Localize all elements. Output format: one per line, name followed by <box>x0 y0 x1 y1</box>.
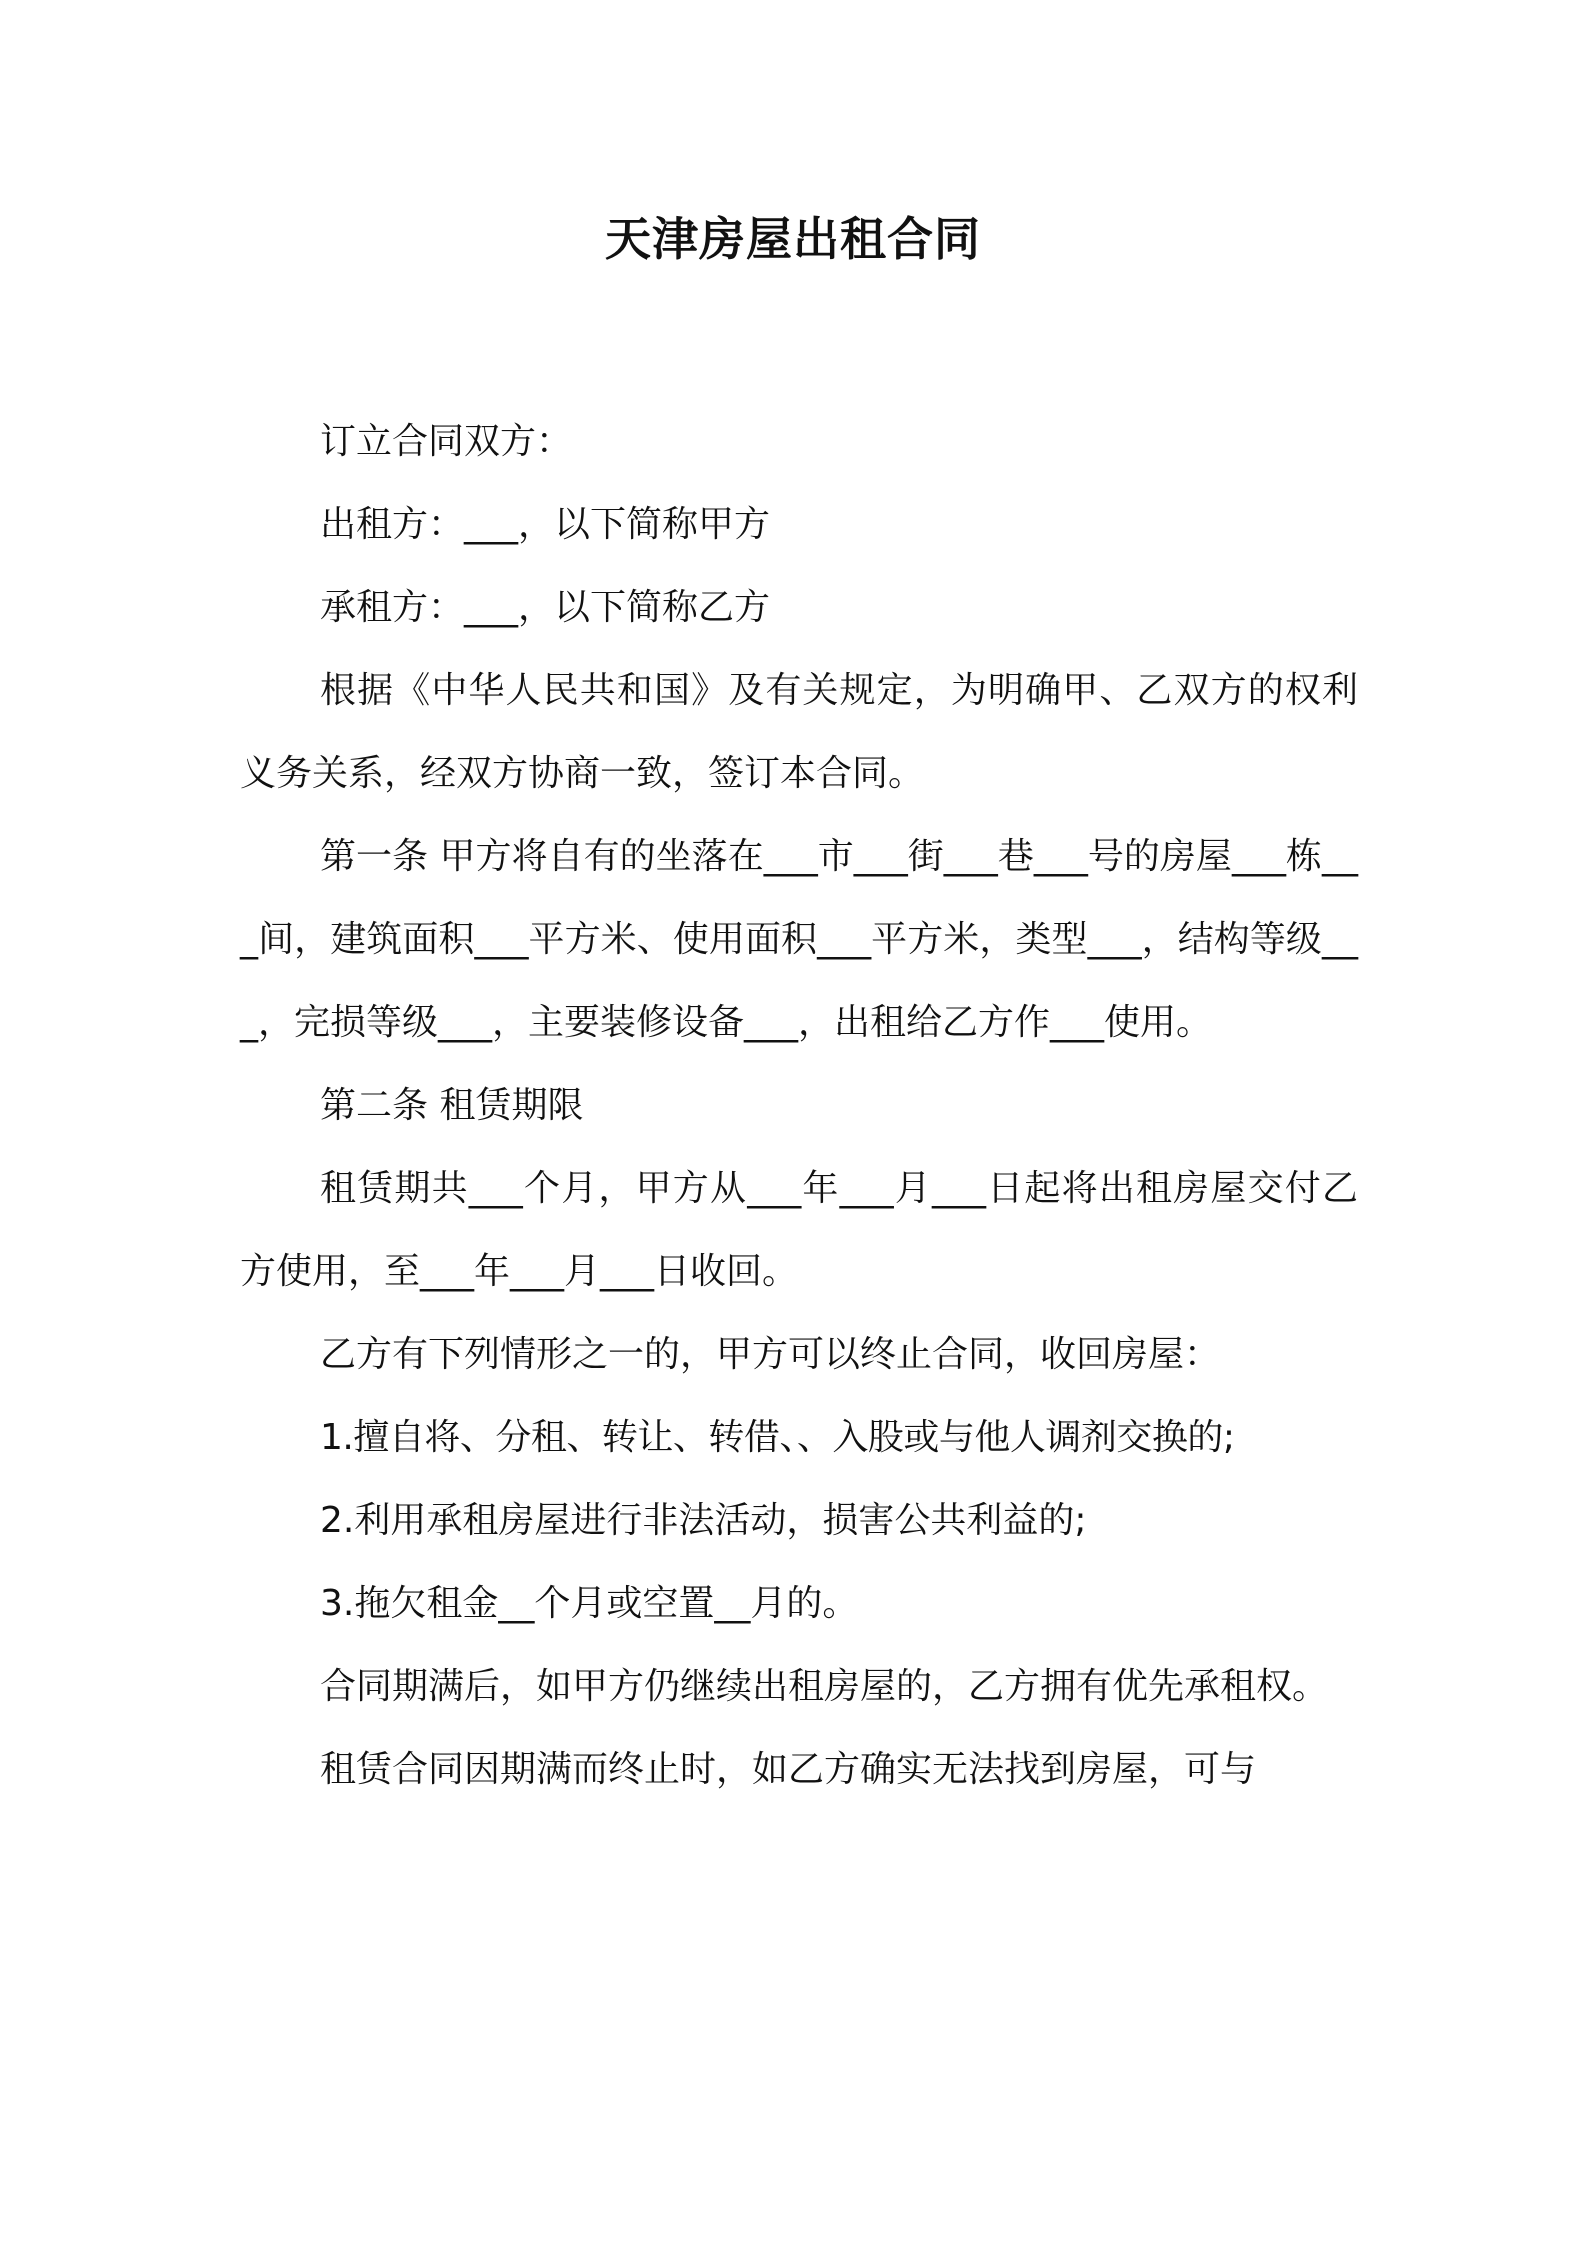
paragraph-article-1: 第一条 甲方将自有的坐落在___市___街___巷___号的房屋___栋___间，建筑面积___平方米、使用面积___平方米，类型___，结构等级___，完损等级___，主要装修设备___，出租给乙方作___使用。 <box>240 836 1358 1043</box>
paragraph-condition-1: 1.擅自将、分租、转让、转借、、入股或与他人调剂交换的; <box>320 1417 1235 1458</box>
paragraph-parties-heading: 订立合同双方： <box>320 421 573 462</box>
paragraph-preamble: 根据《中华人民共和国》及有关规定，为明确甲、乙双方的权利义务关系，经双方协商一致，签订本合同。 <box>240 670 1358 794</box>
paragraph-condition-2: 2.利用承租房屋进行非法活动，损害公共利益的; <box>320 1500 1087 1541</box>
document-body <box>240 400 1358 1811</box>
paragraph-termination-conditions: 乙方有下列情形之一的，甲方可以终止合同，收回房屋： <box>320 1334 1221 1375</box>
document-title: 天津房屋出租合同 <box>605 212 981 266</box>
paragraph-lease-term: 租赁期共___个月，甲方从___年___月___日起将出租房屋交付乙方使用，至___年___月___日收回。 <box>240 1168 1358 1292</box>
paragraph-lessee: 承租方：___，以下简称乙方 <box>320 587 771 628</box>
paragraph-condition-3: 3.拖欠租金__个月或空置__月的。 <box>320 1583 859 1624</box>
paragraph-article-2-heading: 第二条 租赁期限 <box>320 1085 584 1126</box>
paragraph-renewal-priority: 合同期满后，如甲方仍继续出租房屋的，乙方拥有优先承租权。 <box>320 1666 1329 1707</box>
paragraph-lessor: 出租方：___，以下简称甲方 <box>320 504 771 545</box>
paragraph-lease-expiry: 租赁合同因期满而终止时，如乙方确实无法找到房屋，可与 <box>320 1749 1257 1790</box>
